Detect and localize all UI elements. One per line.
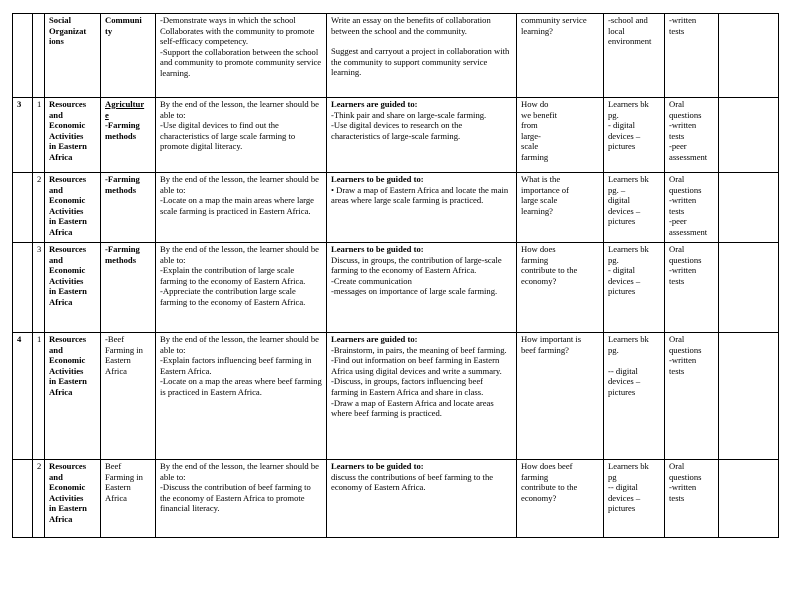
lesson-cell: 1 [33, 333, 45, 460]
experience-line: • Draw a map of Eastern Africa and locate the main areas where large scale farming is practiced. [331, 184, 509, 206]
resource-line: - digital [608, 120, 635, 131]
assessment-line: -written [669, 265, 697, 276]
resource-line: pg. [608, 254, 619, 265]
experiences-title-line: Learners to be guided to: [331, 461, 424, 471]
experience-extra-line: Suggest and carryout a project in collaboration with the community to support community service learning. [331, 46, 510, 78]
lesson-cell: 2 [33, 460, 45, 538]
sub-strand-line: Africa [105, 492, 127, 503]
inquiry-line: importance of [521, 184, 569, 195]
strand-line: Social [49, 15, 71, 25]
assessment-line: tests [669, 275, 685, 286]
strand-line: and [49, 471, 63, 482]
experience-line: -Draw a map of Eastern Africa and locate areas where beef farming is practiced. [331, 397, 494, 419]
sub-strand-line: Farming in [105, 344, 143, 355]
assessment-line: assessment [669, 226, 708, 237]
experiences-cell [327, 14, 517, 98]
sub-strand-cell [101, 243, 156, 333]
outcome-line: -Use digital devices to find out the characteristics of large scale farming to promote digital literacy. [160, 120, 296, 152]
strand-line: in Eastern [49, 141, 87, 152]
table-row [13, 460, 779, 538]
outcomes-cell [156, 173, 327, 243]
lesson-cell: 2 [33, 173, 45, 243]
strand-cell [45, 14, 101, 98]
experiences-cell [327, 173, 517, 243]
strand-line: Resources [49, 244, 87, 254]
assessment-cell [665, 14, 719, 98]
assessment-line: tests [669, 130, 685, 141]
experience-line: -Use digital devices to research on the characteristics of large-scale farming. [331, 120, 463, 141]
sub-strand-cell [101, 173, 156, 243]
assessment-line: tests [669, 492, 685, 503]
outcome-line: -Demonstrate ways in which the school Collaborates with the community to promote self-efficacy competency. [160, 15, 315, 47]
strand-cell [45, 460, 101, 538]
resource-line: devices – [608, 275, 641, 286]
experience-line: -Brainstorm, in pairs, the meaning of beef farming. [331, 344, 507, 355]
inquiry-line: economy? [521, 492, 557, 503]
week-cell: 4 [13, 333, 33, 460]
assessment-cell [665, 173, 719, 243]
outcome-line: By the end of the lesson, the learner should be able to: [160, 461, 319, 482]
remarks-cell [719, 243, 779, 333]
inquiry-cell [517, 14, 604, 98]
table-row [13, 14, 779, 98]
sub-strand-line: -Farming [105, 174, 140, 184]
week-cell [13, 173, 33, 243]
resource-line: -- digital [608, 365, 638, 376]
week-cell [13, 243, 33, 333]
experience-line: -Find out information on beef farming in Eastern Africa using digital devices and write a summary. [331, 355, 502, 376]
inquiry-line: farming [521, 471, 549, 482]
assessment-line: -peer [669, 216, 687, 227]
inquiry-line: large scale [521, 195, 558, 206]
resource-line: pictures [608, 386, 636, 397]
assessment-cell [665, 98, 719, 173]
strand-line: Economic [49, 482, 86, 493]
table-body [13, 14, 779, 538]
remarks-cell [719, 460, 779, 538]
strand-line: Resources [49, 334, 87, 344]
strand-line: and [49, 344, 63, 355]
strand-line: Activities [49, 130, 84, 141]
strand-line: Activities [49, 365, 84, 376]
assessment-line: Oral [669, 334, 685, 344]
strand-line: Africa [49, 226, 73, 237]
assessment-line: Oral [669, 461, 685, 471]
strand-line: and [49, 184, 63, 195]
strand-line: Resources [49, 99, 87, 109]
outcome-line: By the end of the lesson, the learner should be able to: [160, 99, 319, 120]
resource-line: digital [608, 195, 630, 206]
resource-line: pg. – [608, 184, 626, 195]
assessment-cell [665, 333, 719, 460]
resource-line: -school and [608, 15, 648, 25]
resources-cell [604, 460, 665, 538]
experience-line: -Think pair and share on large-scale farming. [331, 109, 487, 120]
strand-cell [45, 243, 101, 333]
experience-line: -messages on importance of large scale farming. [331, 286, 498, 297]
resource-line: -- digital [608, 482, 638, 493]
inquiry-cell [517, 98, 604, 173]
remarks-cell [719, 333, 779, 460]
resources-cell [604, 98, 665, 173]
assessment-cell [665, 243, 719, 333]
resource-line: local [608, 25, 625, 36]
sub-strand-underlined-line: e [105, 109, 109, 120]
outcome-line: -Locate on a map the main areas where large scale farming is practiced in Eastern Africa. [160, 195, 314, 216]
inquiry-line: beef farming? [521, 344, 569, 355]
inquiry-line: community service learning? [521, 15, 587, 36]
inquiry-line: contribute to the [521, 265, 578, 276]
sub-strand-line: methods [105, 130, 137, 141]
assessment-cell [665, 460, 719, 538]
resource-line: pg. [608, 109, 619, 120]
remarks-cell [719, 14, 779, 98]
outcome-line: By the end of the lesson, the learner should be able to: [160, 334, 319, 355]
experiences-cell [327, 243, 517, 333]
strand-line: Activities [49, 205, 84, 216]
strand-line: in Eastern [49, 376, 87, 387]
resources-cell [604, 173, 665, 243]
resource-line: pictures [608, 286, 636, 297]
assessment-line: -written [669, 15, 697, 25]
outcomes-cell [156, 14, 327, 98]
assessment-line: tests [669, 25, 685, 36]
spacer [331, 36, 512, 46]
inquiry-line: How does beef [521, 461, 573, 471]
strand-cell [45, 333, 101, 460]
assessment-line: questions [669, 254, 702, 265]
experiences-cell [327, 333, 517, 460]
table-row [13, 243, 779, 333]
week-cell [13, 460, 33, 538]
sub-strand-line: ty [105, 25, 113, 36]
lesson-cell: 1 [33, 98, 45, 173]
resources-cell [604, 243, 665, 333]
sub-strand-line: Communi [105, 15, 142, 25]
lesson-cell [33, 14, 45, 98]
experiences-cell [327, 98, 517, 173]
outcomes-cell [156, 460, 327, 538]
experiences-title-line: Learners are guided to: [331, 334, 418, 344]
inquiry-line: farming [521, 151, 549, 162]
strand-line: in Eastern [49, 216, 87, 227]
strand-line: Economic [49, 120, 86, 131]
sub-strand-cell [101, 98, 156, 173]
resource-line: - digital [608, 265, 635, 276]
strand-line: in Eastern [49, 286, 87, 297]
outcome-line: -Locate on a map the areas where beef farming is practiced in Eastern Africa. [160, 376, 322, 397]
outcomes-cell [156, 333, 327, 460]
table-row [13, 98, 779, 173]
resource-line: devices – [608, 130, 641, 141]
scheme-of-work-table [12, 13, 779, 538]
strand-line: Africa [49, 513, 73, 524]
assessment-line: -written [669, 120, 697, 131]
sub-strand-cell [101, 14, 156, 98]
inquiry-line: scale [521, 141, 539, 152]
sub-strand-underlined-line: Agricultur [105, 99, 145, 109]
outcome-line: By the end of the lesson, the learner should be able to: [160, 174, 319, 195]
inquiry-cell [517, 460, 604, 538]
sub-strand-line: -Farming [105, 120, 140, 131]
inquiry-line: economy? [521, 275, 557, 286]
outcome-line: -Discuss the contribution of beef farming to the economy of Eastern Africa to promote financial literacy. [160, 482, 311, 514]
sub-strand-line: methods [105, 184, 137, 195]
inquiry-line: contribute to the [521, 482, 578, 493]
assessment-line: questions [669, 109, 702, 120]
outcome-line: -Support the collaboration between the school and community to promote community service learning. [160, 46, 322, 78]
assessment-line: questions [669, 471, 702, 482]
assessment-line: questions [669, 344, 702, 355]
resource-line: pictures [608, 216, 636, 227]
strand-line: Activities [49, 492, 84, 503]
assessment-line: Oral [669, 99, 685, 109]
resource-line: Learners bk [608, 334, 649, 344]
assessment-line: tests [669, 205, 685, 216]
strand-cell [45, 173, 101, 243]
inquiry-line: large- [521, 130, 541, 141]
strand-cell [45, 98, 101, 173]
assessment-line: assessment [669, 151, 708, 162]
resource-line: Learners bk [608, 244, 649, 254]
strand-line: Africa [49, 296, 73, 307]
resource-line: devices – [608, 205, 641, 216]
inquiry-cell [517, 333, 604, 460]
resource-line: pictures [608, 141, 636, 152]
experience-line: -Discuss, in groups, factors influencing beef farming in Eastern Africa and share in class. [331, 376, 484, 397]
experience-line: Discuss, in groups, the contribution of large-scale farming to the economy of Eastern Africa. [331, 254, 502, 276]
assessment-line: -written [669, 482, 697, 493]
resource-line: pg [608, 471, 617, 482]
experiences-title-line: Learners to be guided to: [331, 174, 424, 184]
outcomes-cell [156, 98, 327, 173]
strand-line: Economic [49, 195, 86, 206]
table-row [13, 333, 779, 460]
assessment-line: Oral [669, 174, 685, 184]
inquiry-line: learning? [521, 205, 553, 216]
remarks-cell [719, 98, 779, 173]
sub-strand-line: Africa [105, 365, 127, 376]
assessment-line: Oral [669, 244, 685, 254]
sub-strand-line: Farming in [105, 471, 143, 482]
strand-line: Economic [49, 355, 86, 366]
strand-line: Africa [49, 386, 73, 397]
sub-strand-line: -Beef [105, 334, 125, 344]
resource-line: Learners bk [608, 461, 649, 471]
sub-strand-line: -Farming [105, 244, 140, 254]
inquiry-line: from [521, 120, 538, 131]
inquiry-line: What is the [521, 174, 561, 184]
inquiry-cell [517, 243, 604, 333]
strand-line: in Eastern [49, 503, 87, 514]
outcome-line: -Explain factors influencing beef farming in Eastern Africa. [160, 355, 312, 376]
resource-line: pg. [608, 344, 619, 355]
resource-line: environment [608, 36, 652, 47]
inquiry-line: farming [521, 254, 549, 265]
outcome-line: -Explain the contribution of large scale farming to the economy of Eastern Africa. [160, 265, 306, 286]
experience-line: -Create communication [331, 275, 412, 286]
remarks-cell [719, 173, 779, 243]
resource-line: pictures [608, 503, 636, 514]
experiences-title-line: Learners to be guided to: [331, 244, 424, 254]
strand-line: Economic [49, 265, 86, 276]
strand-line: and [49, 109, 63, 120]
week-cell: 3 [13, 98, 33, 173]
resource-line: Learners bk [608, 99, 649, 109]
resource-line: Learners bk [608, 174, 649, 184]
resources-cell [604, 333, 665, 460]
sub-strand-cell [101, 460, 156, 538]
lesson-cell: 3 [33, 243, 45, 333]
experience-line: discuss the contributions of beef farming to the economy of Eastern Africa. [331, 471, 494, 493]
outcome-line: -Appreciate the contribution large scale farming to the economy of Eastern Africa. [160, 286, 306, 307]
sub-strand-line: Beef [105, 461, 122, 471]
inquiry-line: How does [521, 244, 556, 254]
inquiry-line: How do [521, 99, 549, 109]
strand-line: ions [49, 36, 64, 47]
assessment-line: questions [669, 184, 702, 195]
week-cell [13, 14, 33, 98]
strand-line: Resources [49, 174, 87, 184]
sub-strand-line: methods [105, 254, 137, 265]
experiences-cell [327, 460, 517, 538]
sub-strand-line: Eastern [105, 355, 131, 366]
strand-line: Organizat [49, 25, 87, 36]
resources-cell [604, 14, 665, 98]
strand-line: Resources [49, 461, 87, 471]
resource-line: devices – [608, 376, 641, 387]
outcomes-cell [156, 243, 327, 333]
sub-strand-cell [101, 333, 156, 460]
resource-line: devices – [608, 492, 641, 503]
assessment-line: -written [669, 355, 697, 366]
outcome-line: By the end of the lesson, the learner should be able to: [160, 244, 319, 265]
assessment-line: tests [669, 365, 685, 376]
strand-line: and [49, 254, 63, 265]
resource-line [608, 355, 660, 366]
inquiry-line: How important is [521, 334, 582, 344]
strand-line: Africa [49, 151, 73, 162]
experiences-title-line: Learners are guided to: [331, 99, 418, 109]
experience-line: Write an essay on the benefits of collaboration between the school and the community. [331, 15, 491, 36]
assessment-line: -peer [669, 141, 687, 152]
table-row [13, 173, 779, 243]
inquiry-cell [517, 173, 604, 243]
sub-strand-line: Eastern [105, 482, 131, 493]
inquiry-line: we benefit [521, 109, 558, 120]
assessment-line: -written [669, 195, 697, 206]
strand-line: Activities [49, 275, 84, 286]
